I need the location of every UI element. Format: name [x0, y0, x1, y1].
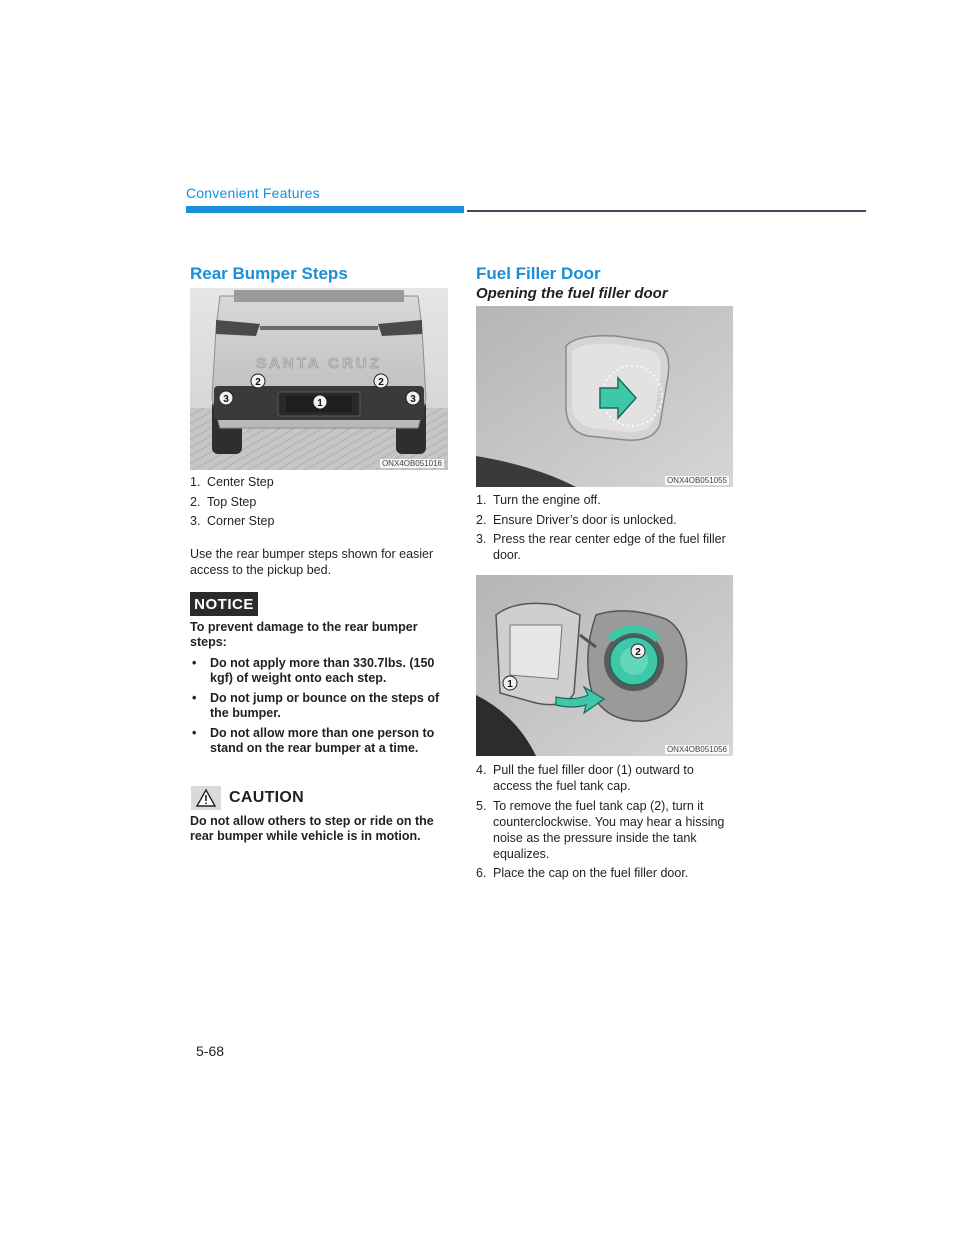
bumper-description: Use the rear bumper steps shown for easier access to the pickup bed.	[190, 547, 434, 577]
rear-bumper-figure	[190, 288, 448, 470]
list-item: 1. Turn the engine off.	[476, 493, 601, 507]
svg-text:1: 1	[317, 398, 323, 409]
fuel-door-closed-illustration	[476, 306, 733, 487]
caution-text: Do not allow others to step or ride on the rear bumper while vehicle is in motion.	[190, 814, 434, 843]
page-number: 5-68	[196, 1043, 225, 1059]
svg-text:3: 3	[410, 394, 416, 405]
figure-code: ONX4OB051016	[381, 459, 442, 468]
opening-steps-list-b	[476, 762, 732, 885]
step-type-list	[190, 474, 450, 533]
list-item: 2. Top Step	[190, 494, 257, 509]
callout-1	[313, 395, 327, 409]
fuel-door-closed-figure	[476, 306, 733, 487]
warning-triangle-icon	[191, 786, 221, 810]
fuel-door-open-illustration	[476, 575, 733, 756]
fuel-door-open-figure	[476, 575, 733, 756]
running-header: Convenient Features	[186, 185, 320, 201]
callout-1	[503, 676, 517, 690]
header-accent-bar	[186, 206, 464, 213]
list-item: 1. Center Step	[190, 475, 274, 489]
caution-label: CAUTION	[229, 789, 304, 806]
svg-text:1: 1	[507, 679, 513, 690]
rear-bumper-illustration	[190, 288, 448, 470]
rear-bumper-steps-title: Rear Bumper Steps	[190, 264, 348, 283]
list-item: 6. Place the cap on the fuel filler door.	[476, 866, 689, 880]
list-item: • Do not jump or bounce on the steps of the bumper.	[192, 691, 440, 720]
list-item: • Do not apply more than 330.7lbs. (150 kgf) of weight onto each step.	[192, 656, 435, 685]
svg-text:2: 2	[378, 377, 384, 388]
callout-2	[631, 644, 645, 658]
list-item: 2. Ensure Driver’s door is unlocked.	[476, 512, 677, 527]
badge-text: SANTA CRUZ	[256, 355, 382, 372]
figure-code: ONX4OB051055	[666, 476, 727, 485]
callout-2-left	[251, 374, 265, 388]
list-item: 3. Corner Step	[190, 514, 275, 528]
list-item: 4. Pull the fuel filler door (1) outward to access the fuel tank cap.	[476, 763, 694, 793]
opening-fuel-door-subtitle: Opening the fuel filler door	[476, 285, 668, 302]
notice-bullets	[190, 656, 452, 761]
svg-text:2: 2	[255, 377, 261, 388]
callout-2-right	[374, 374, 388, 388]
svg-text:2: 2	[635, 647, 641, 658]
callout-3-right	[406, 391, 420, 405]
notice-intro: To prevent damage to the rear bumper steps:	[190, 620, 418, 649]
notice-badge: NOTICE	[190, 592, 258, 616]
callout-3-left	[219, 391, 233, 405]
list-item: • Do not allow more than one person to stand on the rear bumper at a time.	[192, 726, 435, 755]
figure-code: ONX4OB051056	[666, 745, 727, 754]
list-item: 5. To remove the fuel tank cap (2), turn it counterclockwise. You may hear a hissing noise as the pressure inside the tank equalizes.	[476, 798, 725, 861]
fuel-filler-door-title: Fuel Filler Door	[476, 264, 601, 283]
header-rule	[467, 210, 866, 212]
svg-text:3: 3	[223, 394, 229, 405]
list-item: 3. Press the rear center edge of the fuel filler door.	[476, 532, 726, 562]
caution-header	[191, 786, 304, 810]
opening-steps-list-a	[476, 492, 732, 567]
